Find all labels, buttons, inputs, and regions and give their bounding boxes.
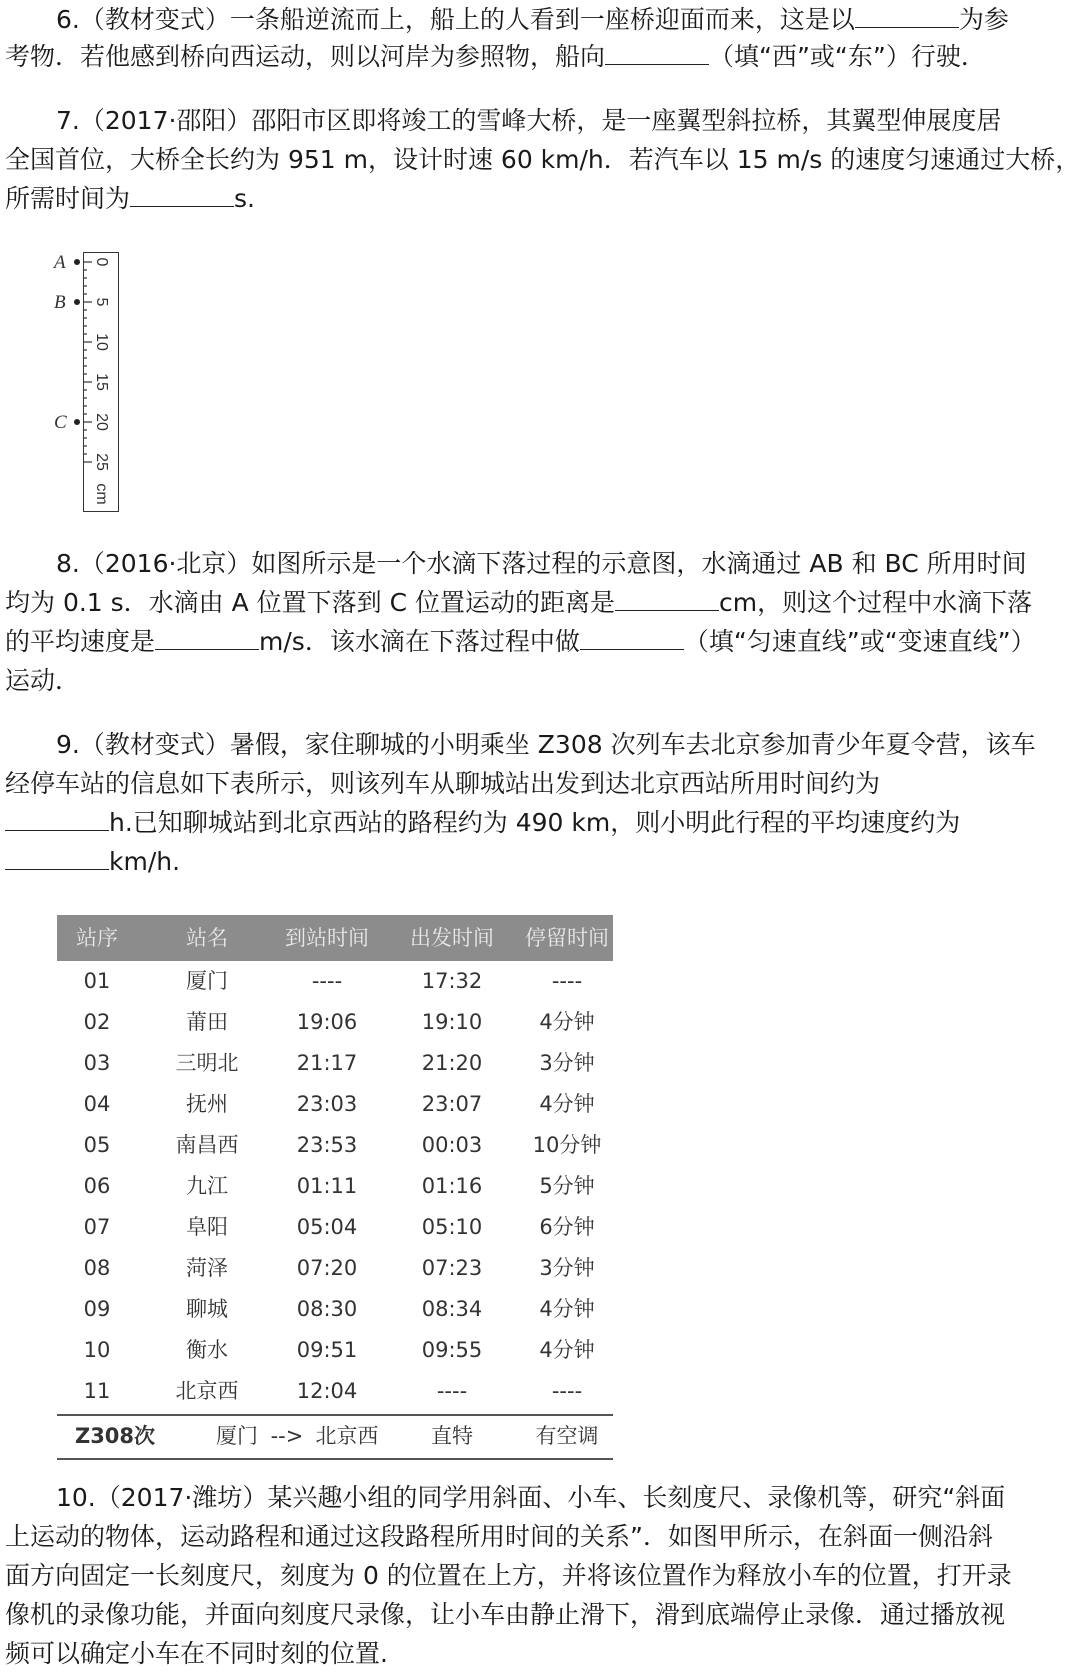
table-row [57, 1289, 613, 1330]
table-cell: 衡水 [186, 1338, 228, 1362]
table-cell: 05:04 [296, 1215, 358, 1239]
answer-blank[interactable] [580, 625, 684, 650]
answer-blank[interactable] [5, 845, 109, 870]
train-number: Z308次 [74, 1424, 156, 1448]
q6-text: 考物．若他感到桥向西运动，则以河岸为参照物，船向 [5, 42, 606, 71]
table-row [57, 1371, 613, 1412]
table-cell: 抚州 [186, 1092, 228, 1116]
table-cell: 05 [83, 1133, 111, 1157]
header-cell: 停留时间 [525, 926, 609, 950]
table-row [57, 1084, 613, 1125]
table-cell: 聊城 [186, 1297, 228, 1321]
q10-line-5: 频可以确定小车在不同时刻的位置. [5, 1639, 388, 1668]
header-cell: 到站时间 [285, 926, 369, 950]
q8-line-3 [5, 622, 1036, 661]
table-row [57, 1330, 613, 1371]
table-cell: 06 [83, 1174, 111, 1198]
table-row [57, 1002, 613, 1043]
table-cell: 4分钟 [539, 1297, 595, 1321]
point-label-a: A [54, 252, 66, 273]
table-cell: 08:34 [421, 1297, 483, 1321]
q10-line-2: 上运动的物体，运动路程和通过这段路程所用时间的关系”．如图甲所示，在斜面一侧沿斜 [5, 1522, 993, 1551]
header-cell: 站名 [186, 926, 228, 950]
q9-line-4 [5, 842, 180, 881]
table-row [57, 1043, 613, 1084]
table-cell: 19:06 [296, 1010, 358, 1034]
table-cell: 23:07 [421, 1092, 483, 1116]
table-cell: 莆田 [186, 1010, 228, 1034]
answer-blank[interactable] [5, 806, 109, 831]
table-cell: 07:20 [296, 1256, 358, 1280]
q9-text: km/h. [109, 847, 181, 876]
footer-arrow: --> [270, 1424, 304, 1448]
q8-text: cm，则这个过程中水滴下落 [719, 588, 1033, 617]
table-cell: ---- [311, 969, 343, 993]
ruler-ticks [40, 240, 180, 520]
table-cell: 17:32 [421, 969, 483, 993]
table-cell: 3分钟 [539, 1051, 595, 1075]
table-cell: 北京西 [175, 1379, 239, 1403]
table-cell: 6分钟 [539, 1215, 595, 1239]
q6-text: 为参 [958, 5, 1009, 34]
answer-blank[interactable] [615, 586, 719, 611]
unit-label: cm [93, 483, 110, 505]
q8-text: 的平均速度是 [5, 627, 156, 656]
tick-label-25: 25 [93, 453, 110, 471]
table-row [57, 961, 613, 1002]
table-cell: 5分钟 [539, 1174, 595, 1198]
q8-text: （填“匀速直线”或“变速直线”） [683, 627, 1036, 656]
table-cell: 08 [83, 1256, 111, 1280]
drop-point-b [74, 299, 80, 305]
tick-label-10: 10 [93, 333, 110, 351]
drop-point-a [74, 259, 80, 265]
answer-blank[interactable] [155, 625, 259, 650]
table-cell: 4分钟 [539, 1010, 595, 1034]
q8-line-4: 运动． [5, 666, 81, 695]
footer-train-type: 直特 [431, 1424, 473, 1448]
table-cell: 4分钟 [539, 1092, 595, 1116]
table-cell: ---- [436, 1379, 468, 1403]
table-cell: 菏泽 [186, 1256, 228, 1280]
table-cell: 04 [83, 1092, 111, 1116]
answer-blank[interactable] [855, 3, 959, 28]
table-cell: 4分钟 [539, 1338, 595, 1362]
answer-blank[interactable] [605, 40, 709, 65]
table-cell: 07 [83, 1215, 111, 1239]
q6-text: 6.（教材变式）一条船逆流而上，船上的人看到一座桥迎面而来，这是以 [56, 5, 855, 34]
table-cell: 02 [83, 1010, 111, 1034]
point-label-b: B [54, 292, 66, 313]
q9-line-3 [5, 803, 960, 842]
table-footer [57, 1414, 613, 1460]
table-cell: 08:30 [296, 1297, 358, 1321]
table-header [57, 915, 613, 961]
q7-line-1: 7.（2017·邵阳）邵阳市区即将竣工的雪峰大桥，是一座翼型斜拉桥，其翼型伸展度居 [56, 106, 1002, 135]
table-cell: 03 [83, 1051, 111, 1075]
table-cell: 21:17 [296, 1051, 358, 1075]
q6-line-2 [5, 37, 986, 76]
table-cell: 01 [83, 969, 111, 993]
table-cell: 09 [83, 1297, 111, 1321]
table-cell: ---- [551, 969, 583, 993]
table-cell: 厦门 [186, 969, 228, 993]
header-cell: 出发时间 [410, 926, 494, 950]
q7-line-3 [5, 179, 255, 218]
table-cell: 阜阳 [186, 1215, 228, 1239]
tick-label-5: 5 [93, 297, 110, 307]
table-row [57, 1166, 613, 1207]
table-cell: 12:04 [296, 1379, 358, 1403]
table-cell: 09:51 [296, 1338, 358, 1362]
q10-line-4: 像机的录像功能，并面向刻度尺录像，让小车由静止滑下，滑到底端停止录像．通过播放视 [5, 1600, 1006, 1629]
q10-line-1: 10.（2017·潍坊）某兴趣小组的同学用斜面、小车、长刻度尺、录像机等，研究“斜面 [56, 1483, 1006, 1512]
q6-line-1 [56, 0, 1009, 39]
table-cell: 19:10 [421, 1010, 483, 1034]
header-cell: 站序 [76, 926, 118, 950]
tick-label-20: 20 [93, 413, 110, 431]
q7-text: s. [234, 184, 255, 213]
table-cell: 07:23 [421, 1256, 483, 1280]
q9-text: 已知聊城站到北京西站的路程约为 490 km，则小明此行程的平均速度约为 [132, 808, 961, 837]
q9-line-1: 9.（教材变式）暑假，家住聊城的小明乘坐 Z308 次列车去北京参加青少年夏令营，该车 [56, 730, 1036, 759]
q9-line-2: 经停车站的信息如下表所示，则该列车从聊城站出发到达北京西站所用时间约为 [5, 769, 881, 798]
q7-line-2: 全国首位，大桥全长约为 951 m，设计时速 60 km/h．若汽车以 15 m/s 的速度匀速通过大桥， [5, 145, 1080, 174]
table-cell: 10分钟 [532, 1133, 602, 1157]
table-cell: 3分钟 [539, 1256, 595, 1280]
table-cell: 23:53 [296, 1133, 358, 1157]
q10-line-3: 面方向固定一长刻度尺，刻度为 0 的位置在上方，并将该位置作为释放小车的位置，打开录 [5, 1561, 1012, 1590]
q8-text: 均为 0.1 s．水滴由 A 位置下落到 C 位置运动的距离是 [5, 588, 616, 617]
footer-origin: 厦门 [216, 1424, 258, 1448]
table-cell: 23:03 [296, 1092, 358, 1116]
table-cell: 01:16 [421, 1174, 483, 1198]
table-row [57, 1207, 613, 1248]
table-cell: 09:55 [421, 1338, 483, 1362]
q7-text: 所需时间为 [5, 184, 131, 213]
table-cell: 00:03 [421, 1133, 483, 1157]
table-cell: 01:11 [296, 1174, 358, 1198]
drop-point-c [74, 419, 80, 425]
tick-label-15: 15 [93, 373, 110, 391]
tick-label-0: 0 [93, 257, 110, 267]
table-cell: 南昌西 [175, 1133, 239, 1157]
table-cell: 11 [83, 1379, 111, 1403]
q8-line-1: 8.（2016·北京）如图所示是一个水滴下落过程的示意图，水滴通过 AB 和 BC 所用时间 [56, 549, 1027, 578]
q8-line-2 [5, 583, 1032, 622]
table-cell: 10 [83, 1338, 111, 1362]
q9-text: h. [109, 808, 133, 837]
footer-destination: 北京西 [315, 1424, 379, 1448]
train-schedule-table [57, 915, 613, 1460]
q6-text: （填“西”或“东”）行驶． [709, 42, 986, 71]
table-cell: 21:20 [421, 1051, 483, 1075]
table-cell: ---- [551, 1379, 583, 1403]
footer-air-conditioning: 有空调 [535, 1424, 599, 1448]
table-row [57, 1125, 613, 1166]
table-cell: 05:10 [421, 1215, 483, 1239]
point-label-c: C [54, 412, 67, 433]
q8-text: m/s．该水滴在下落过程中做 [259, 627, 580, 656]
answer-blank[interactable] [130, 182, 234, 207]
table-cell: 九江 [186, 1174, 228, 1198]
table-row [57, 1248, 613, 1289]
table-cell: 三明北 [175, 1051, 239, 1075]
